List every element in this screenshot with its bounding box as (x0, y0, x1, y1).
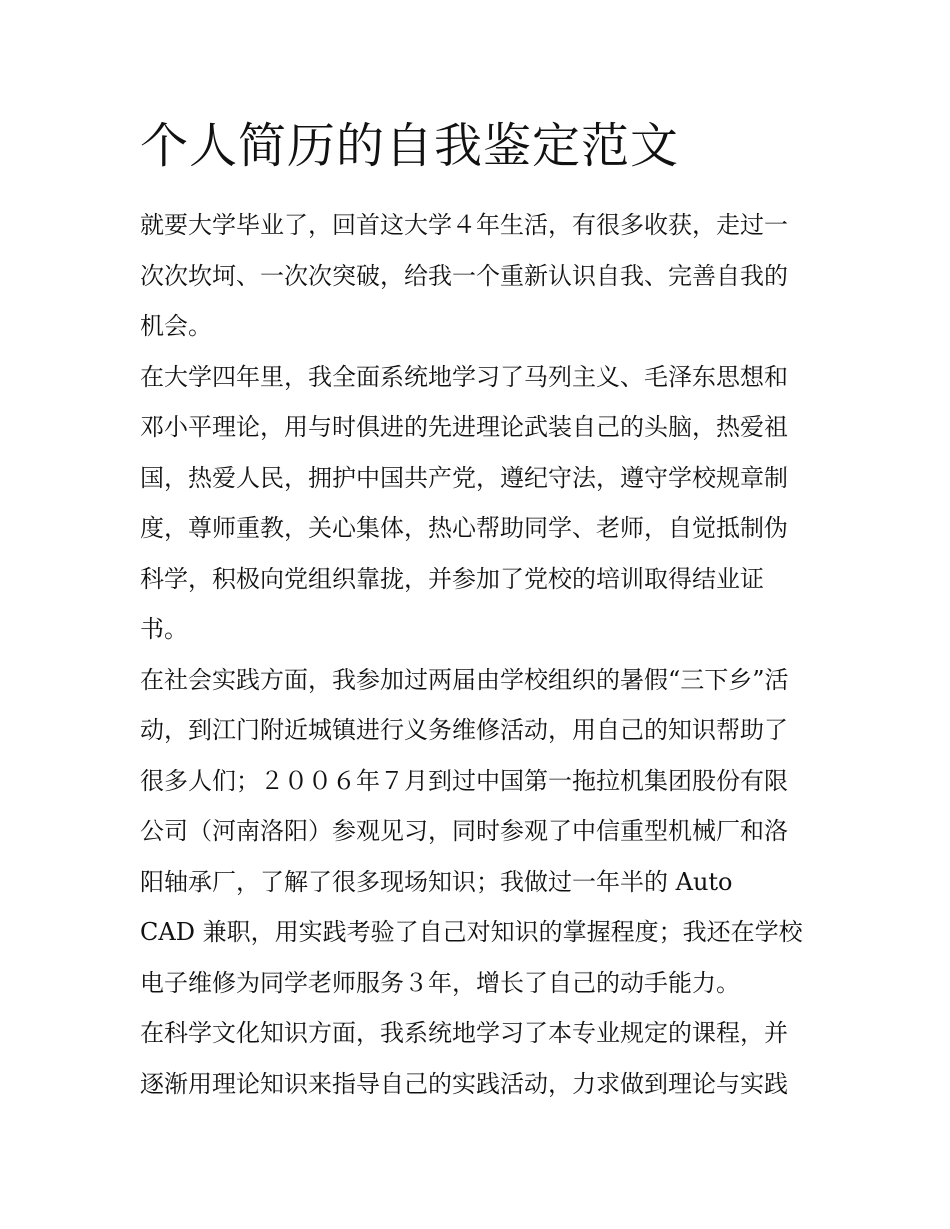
text-line: 国，热爱人民，拥护中国共产党，遵纪守法，遵守学校规章制 (140, 463, 788, 492)
text-line: 科学，积极向党组织靠拢，并参加了党校的培训取得结业证 (140, 564, 764, 593)
text-line: 电子维修为同学老师服务３年，增长了自己的动手能力。 (140, 968, 740, 997)
text-line: 在社会实践方面，我参加过两届由学校组织的暑假“三下乡”活 (140, 665, 789, 694)
text-line: 动，到江门附近城镇进行义务维修活动，用自己的知识帮助了 (140, 716, 788, 744)
text-line: 次次坎坷、一次次突破，给我一个重新认识自我、完善自我的 (140, 261, 788, 290)
text-line: 就要大学毕业了，回首这大学４年生活，有很多收获，走过一 (140, 211, 788, 239)
document-title: 个人简历的自我鉴定范文 (140, 118, 680, 174)
document-body (140, 200, 820, 1109)
text-line: 书。 (140, 615, 188, 643)
text-line: 机会。 (140, 312, 212, 340)
text-line: 在大学四年里，我全面系统地学习了马列主义、毛泽东思想和 (140, 362, 788, 391)
text-line: 邓小平理论，用与时俱进的先进理论武装自己的头脑，热爱祖 (140, 413, 788, 441)
text-line: 逐渐用理论知识来指导自己的实践活动，力求做到理论与实践 (140, 1069, 788, 1098)
text-line: 在科学文化知识方面，我系统地学习了本专业规定的课程，并 (140, 1019, 788, 1047)
text-line: CAD 兼职，用实践考验了自己对知识的掌握程度；我还在学校 (140, 918, 803, 946)
text-line: 公司（河南洛阳）参观见习，同时参观了中信重型机械厂和洛 (140, 817, 788, 845)
text-line: 很多人们；２００６年７月到过中国第一拖拉机集团股份有限 (140, 766, 788, 795)
text-line: 度，尊师重教，关心集体，热心帮助同学、老师，自觉抵制伪 (140, 514, 788, 542)
text-line: 阳轴承厂，了解了很多现场知识；我做过一年半的 Auto (140, 867, 733, 896)
